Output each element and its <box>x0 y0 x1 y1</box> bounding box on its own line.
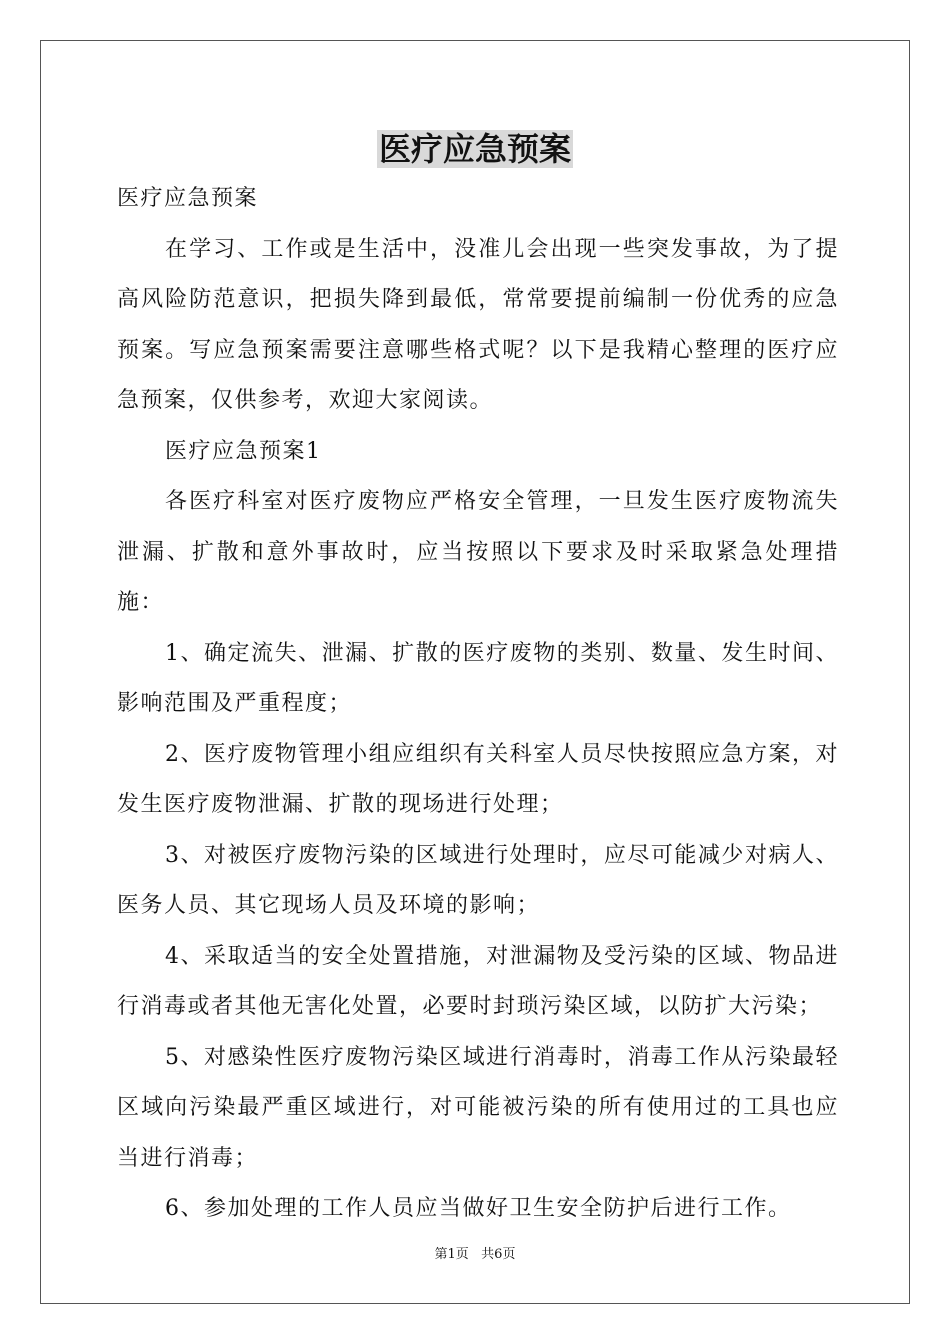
document-body <box>117 174 839 1235</box>
document-subtitle: 医疗应急预案 <box>117 186 259 211</box>
list-item-5: 5、对感染性医疗废物污染区域进行消毒时，消毒工作从污染最轻区域向污染最严重区域进行，对可能被污染的所有使用过的工具也应当进行消毒； <box>117 1044 839 1171</box>
body-paragraph: 各医疗科室对医疗废物应严格安全管理，一旦发生医疗废物流失泄漏、扩散和意外事故时，应当按照以下要求及时采取紧急处理措施： <box>117 489 839 615</box>
document-title <box>0 126 950 172</box>
document-title-text: 医疗应急预案 <box>378 130 571 168</box>
intro-paragraph: 在学习、工作或是生活中，没准儿会出现一些突发事故，为了提高风险防范意识，把损失降到最低，常常要提前编制一份优秀的应急预案。写应急预案需要注意哪些格式呢？以下是我精心整理的医疗应急预案，仅供参考，欢迎大家阅读。 <box>117 236 839 413</box>
section-heading: 医疗应急预案1 <box>165 438 322 464</box>
list-item-6: 6、参加处理的工作人员应当做好卫生安全防护后进行工作。 <box>165 1196 792 1221</box>
list-item-3: 3、对被医疗废物污染的区域进行处理时，应尽可能减少对病人、医务人员、其它现场人员及环境的影响； <box>117 842 839 918</box>
list-item-1: 1、确定流失、泄漏、扩散的医疗废物的类别、数量、发生时间、影响范围及严重程度； <box>117 640 839 716</box>
page-footer: 第1页 共6页 <box>434 1247 516 1262</box>
list-item-4: 4、采取适当的安全处置措施，对泄漏物及受污染的区域、物品进行消毒或者其他无害化处置，必要时封琐污染区域，以防扩大污染； <box>117 943 839 1019</box>
list-item-2: 2、医疗废物管理小组应组织有关科室人员尽快按照应急方案，对发生医疗废物泄漏、扩散的现场进行处理； <box>117 741 839 817</box>
